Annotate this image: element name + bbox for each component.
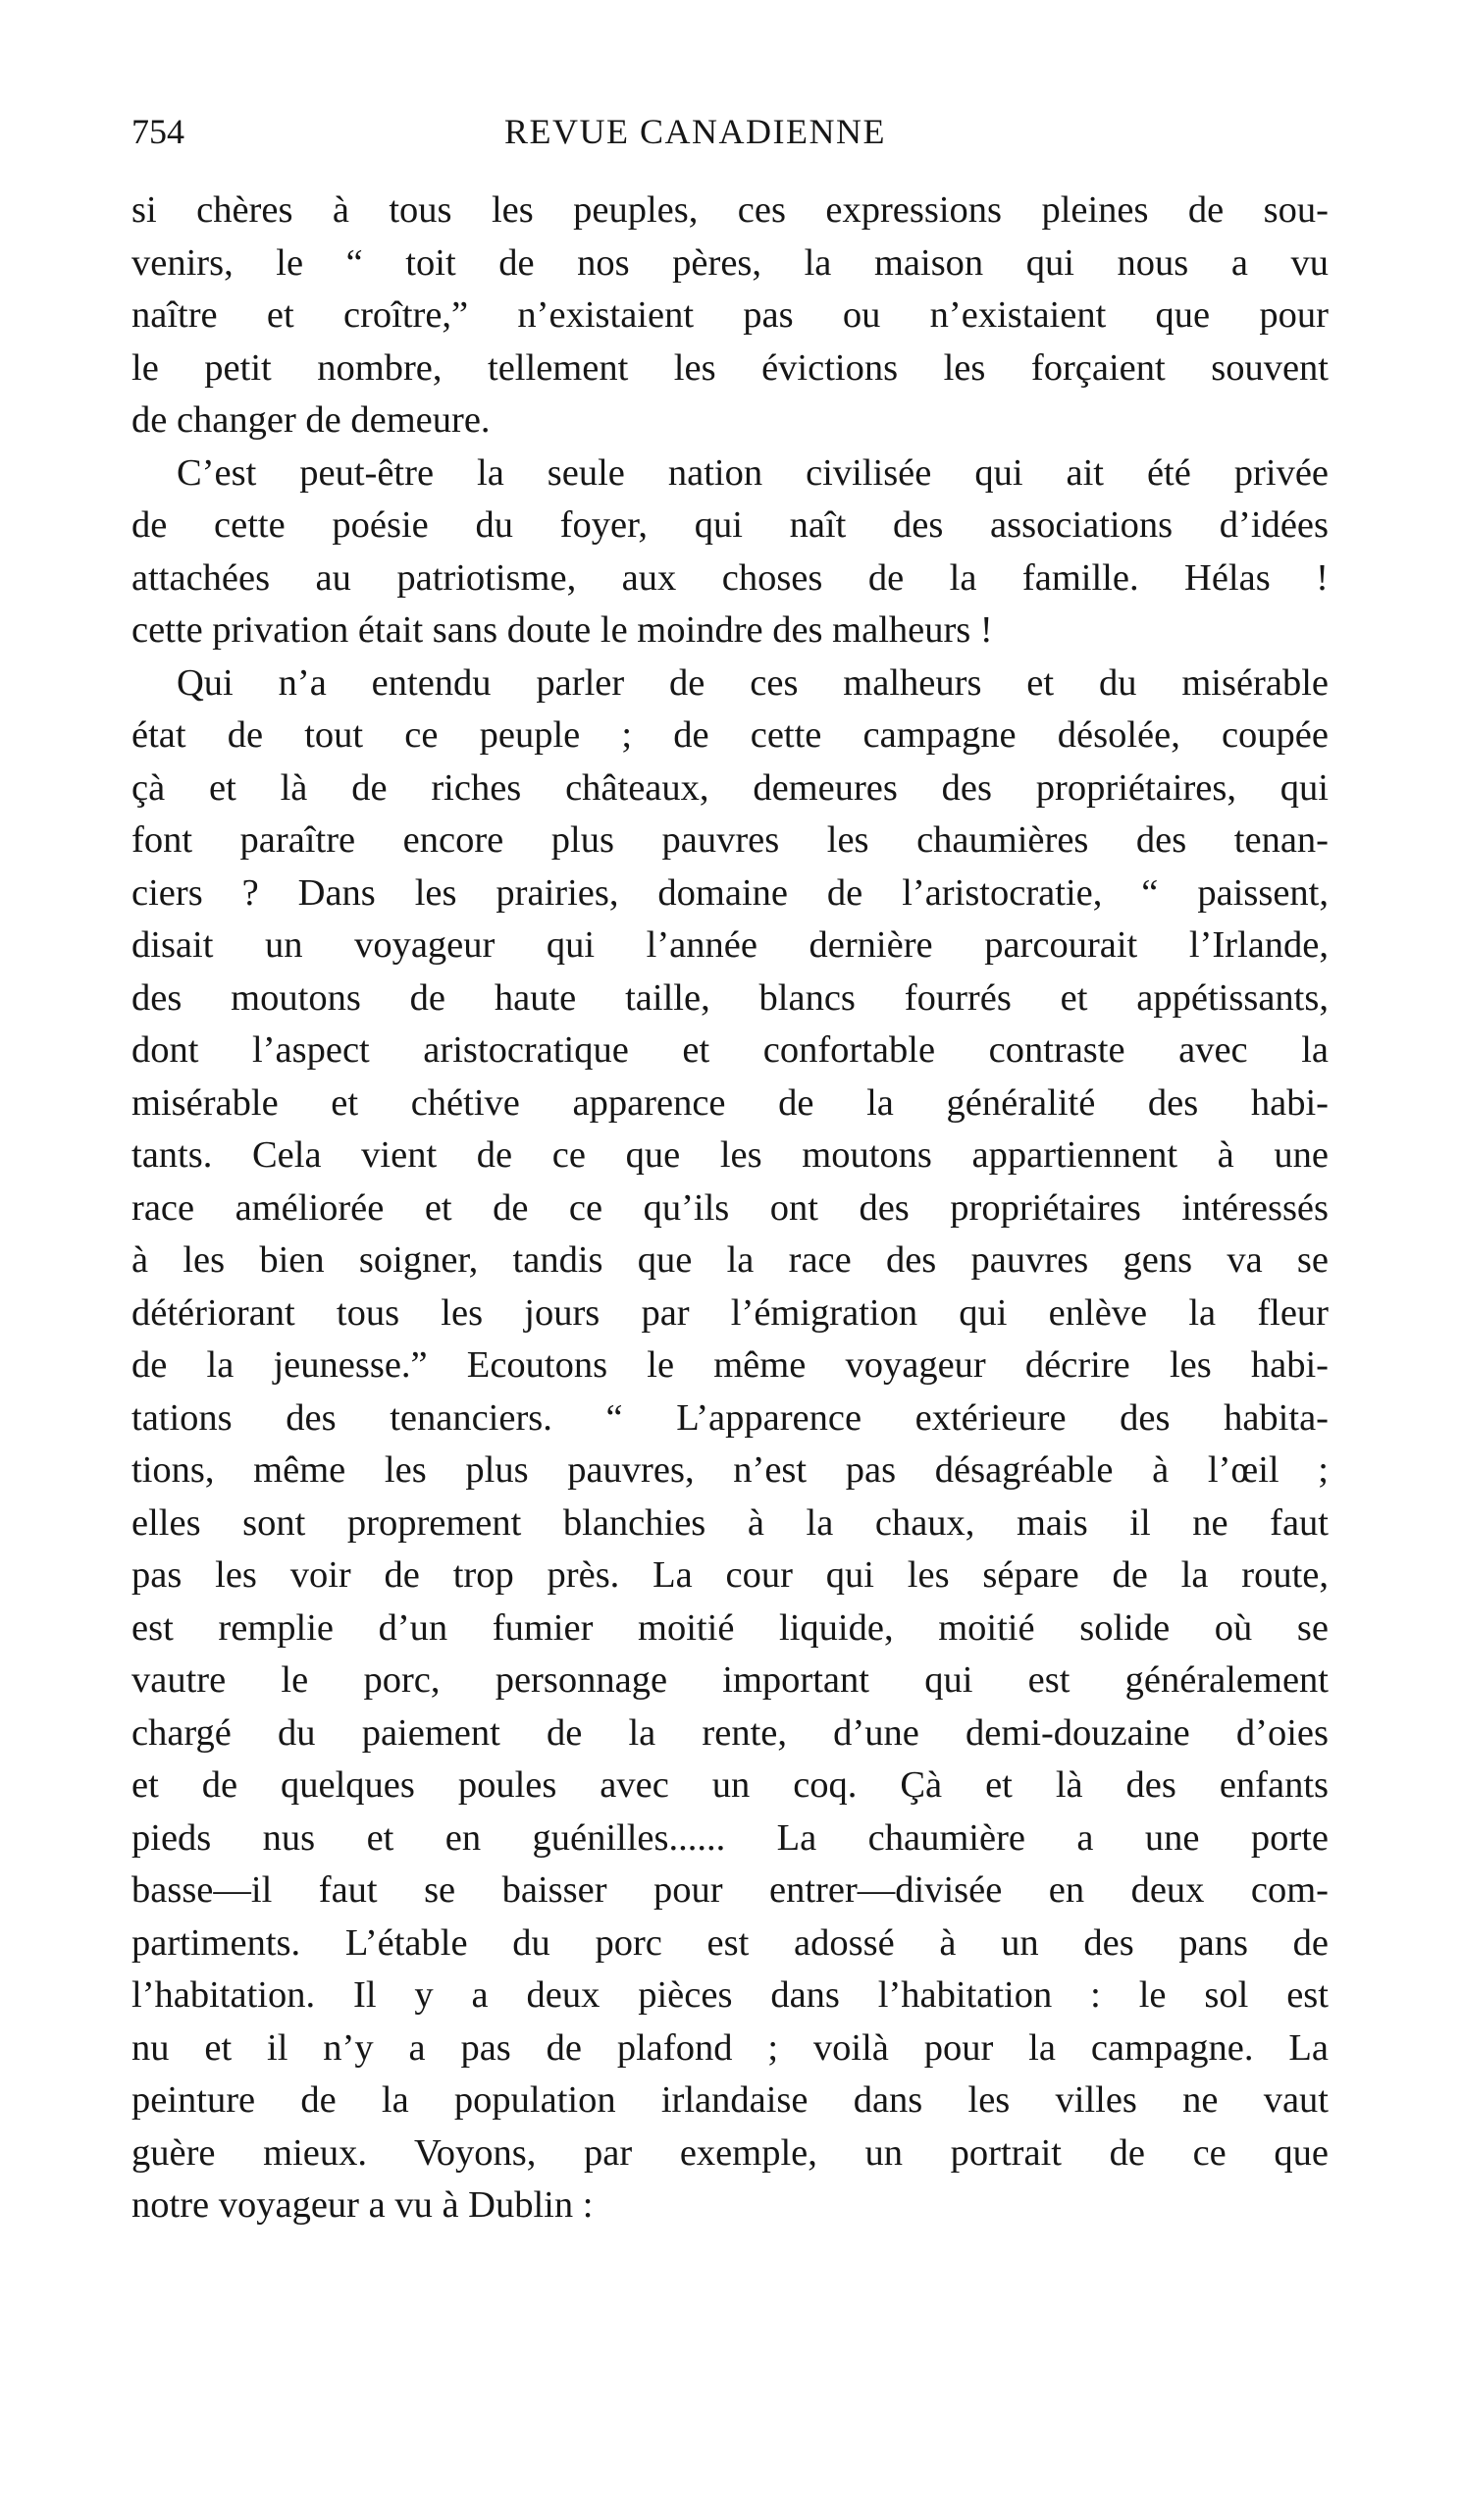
text-line: pieds nus et en guénilles...... La chaumière a une porte [131,1816,1329,1859]
text-line: dont l’aspect aristocratique et confortable contraste avec la [131,1029,1329,1071]
text-line: çà et là de riches châteaux, demeures des propriétaires, qui [131,766,1329,809]
text-line: le petit nombre, tellement les évictions les forçaient souvent [131,346,1329,389]
text-line: tants. Cela vient de ce que les moutons appartiennent à une [131,1134,1329,1176]
text-line: C’est peut-être la seule nation civilisée qui ait été privée [177,451,1329,494]
paragraph-2 [131,447,1329,657]
text-line: l’habitation. Il y a deux pièces dans l’habitation : le sol est [131,1974,1329,2016]
text-line: à les bien soigner, tandis que la race des pauvres gens va se [131,1239,1329,1281]
text-line: ciers ? Dans les prairies, domaine de l’aristocratie, “ paissent, [131,871,1329,914]
paragraph-3 [131,657,1329,2232]
text-line: pas les voir de trop près. La cour qui les sépare de la route, [131,1554,1329,1596]
text-line: cette privation était sans doute le moindre des malheurs ! [131,609,993,651]
text-line: de la jeunesse.” Ecoutons le même voyageur décrire les habi- [131,1344,1329,1386]
text-line: chargé du paiement de la rente, d’une demi-douzaine d’oies [131,1711,1329,1754]
text-line: tions, même les plus pauvres, n’est pas désagréable à l’œil ; [131,1449,1329,1491]
text-line: peinture de la population irlandaise dans les villes ne vaut [131,2079,1329,2121]
text-line: des moutons de haute taille, blancs fourrés et appétissants, [131,976,1329,1019]
text-line: venirs, le “ toit de nos pères, la maison qui nous a vu [131,241,1329,284]
text-line: état de tout ce peuple ; de cette campagne désolée, coupée [131,714,1329,756]
text-line: de cette poésie du foyer, qui naît des associations d’idées [131,504,1329,546]
text-line: attachées au patriotisme, aux choses de la famille. Hélas ! [131,556,1329,599]
text-line: disait un voyageur qui l’année dernière parcourait l’Irlande, [131,924,1329,966]
text-line: partiments. L’étable du porc est adossé à un des pans de [131,1921,1329,1964]
page-header [131,106,1329,157]
text-line: de changer de demeure. [131,399,491,441]
text-line: est remplie d’un fumier moitié liquide, moitié solide où se [131,1606,1329,1649]
text-line: et de quelques poules avec un coq. Çà et là des enfants [131,1764,1329,1806]
text-line: notre voyageur a vu à Dublin : [131,2184,594,2226]
text-line: misérable et chétive apparence de la généralité des habi- [131,1081,1329,1124]
text-line: naître et croître,” n’existaient pas ou n’existaient que pour [131,294,1329,336]
running-title: REVUE CANADIENNE [504,112,886,151]
text-line: détériorant tous les jours par l’émigration qui enlève la fleur [131,1291,1329,1334]
text-line: si chères à tous les peuples, ces expressions pleines de sou- [131,189,1329,231]
paragraph-1 [131,184,1329,447]
text-line: nu et il n’y a pas de plafond ; voilà pour la campagne. La [131,2026,1329,2069]
page-number: 754 [131,112,184,151]
text-line: Qui n’a entendu parler de ces malheurs et du misérable [177,661,1329,704]
body-text [131,184,1329,2232]
text-line: guère mieux. Voyons, par exemple, un portrait de ce que [131,2131,1329,2174]
text-line: vautre le porc, personnage important qui est généralement [131,1659,1329,1701]
text-line: tations des tenanciers. “ L’apparence extérieure des habita- [131,1396,1329,1439]
text-line: race améliorée et de ce qu’ils ont des propriétaires intéressés [131,1186,1329,1229]
text-line: elles sont proprement blanchies à la chaux, mais il ne faut [131,1501,1329,1544]
text-line: font paraître encore plus pauvres les chaumières des tenan- [131,819,1329,861]
text-line: basse—il faut se baisser pour entrer—divisée en deux com- [131,1869,1329,1911]
